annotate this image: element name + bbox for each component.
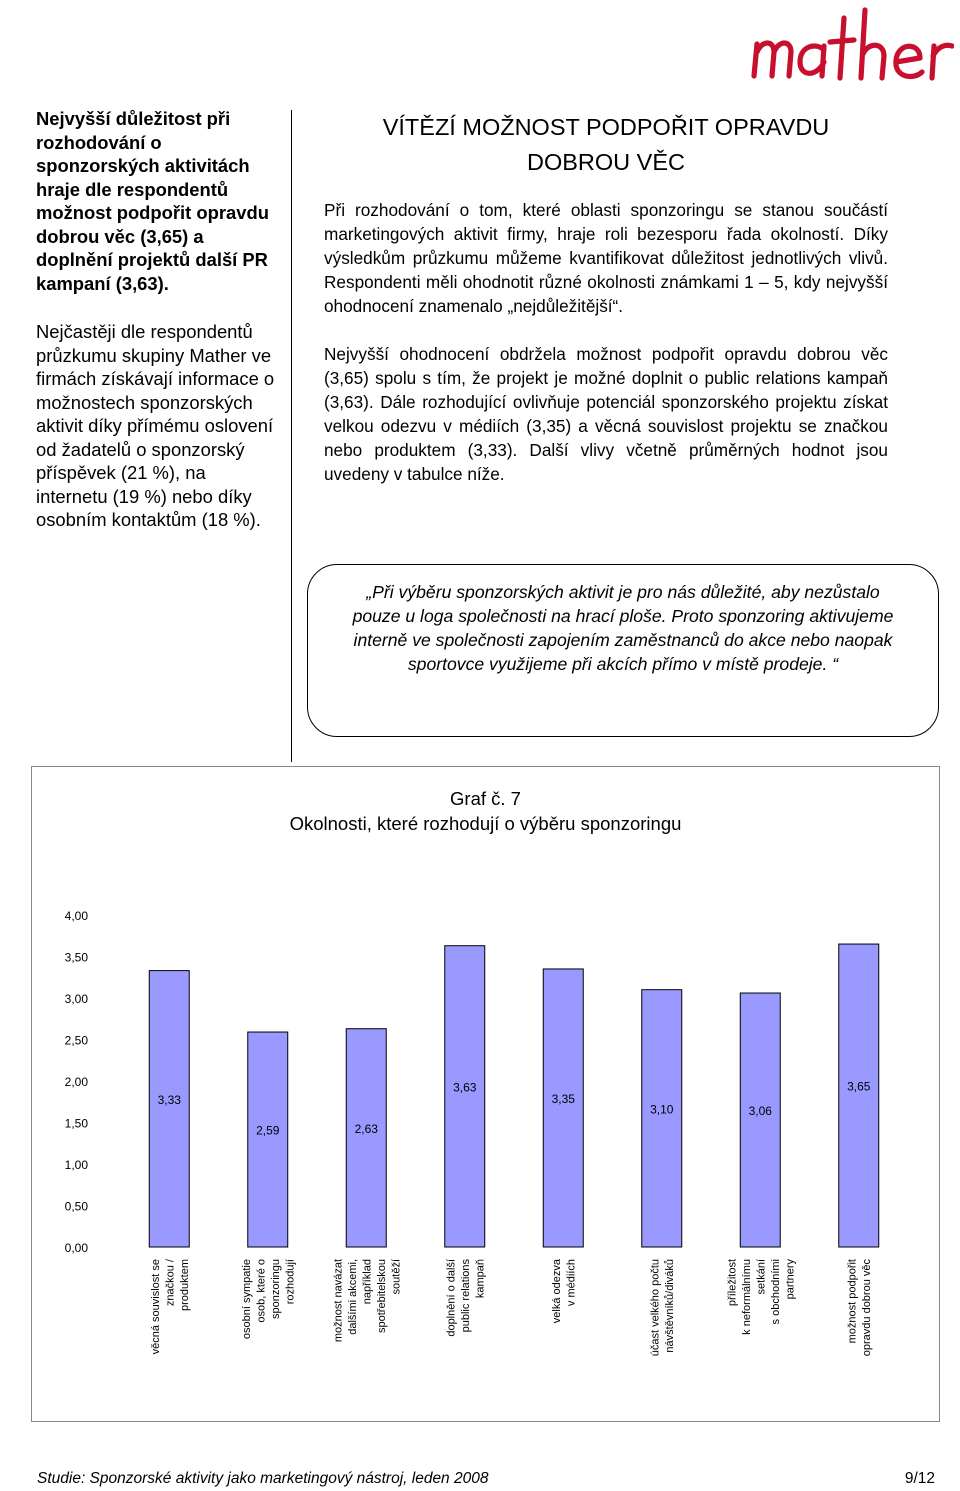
category-label-line: osobní sympatie (241, 1259, 253, 1340)
bar (149, 971, 189, 1247)
sidebar (36, 107, 276, 532)
category-label-line: v médiích (565, 1259, 578, 1307)
y-tick-label: 1,00 (64, 1158, 88, 1172)
bar (740, 993, 780, 1247)
category-label-line: návštěvníků/diváků (664, 1259, 676, 1353)
category-label-line: osob, které o (255, 1259, 268, 1323)
category-label-line: sponzoringu (270, 1259, 282, 1319)
chart-subtitle: Okolnosti, které rozhodují o výběru sponzoringu (289, 813, 682, 834)
category-label-line: partnery (784, 1259, 797, 1300)
data-label: 2,63 (354, 1121, 378, 1136)
bar (543, 969, 583, 1247)
category-label-line: s obchodními (769, 1259, 782, 1325)
y-tick-label: 3,50 (64, 950, 88, 965)
category-label-line: značkou / (164, 1259, 177, 1307)
footer-study: Studie: Sponzorské aktivity jako marketingový nástroj, leden 2008 (37, 1470, 489, 1487)
y-tick-label: 0,50 (64, 1199, 88, 1214)
category-label (726, 1259, 796, 1335)
category-label (150, 1258, 191, 1354)
category-label-line: dalšími akcemi, (346, 1259, 359, 1335)
bar (839, 944, 879, 1247)
category-label-line: setkání (755, 1259, 768, 1295)
heading-line-2: DOBROU VĚC (527, 149, 685, 175)
main-column (324, 110, 888, 486)
quote-box (307, 564, 939, 737)
section-heading (324, 110, 888, 180)
mather-logo (748, 2, 954, 94)
category-label-line: k neformálnímu (740, 1259, 753, 1335)
heading-line-1: VÍTĚZÍ MOŽNOST PODPOŘIT OPRAVDU (382, 114, 830, 140)
bar-chart (32, 767, 941, 1423)
data-label: 3,33 (157, 1092, 181, 1107)
paragraph-1: Při rozhodování o tom, které oblasti sponzoringu se stanou součástí marketingových aktivit firmy, hraje roli bezesporu řada okolností. Díky výsledkům průzkumu můžeme kvantifikovat důležitost jednotlivých vlivů. Respondenti měli ohodnotit různé okolnosti známkami 1 – 5, kdy nejvyšší ohodnocení znamenalo „nejdůležitější“. (324, 200, 888, 316)
category-label (551, 1258, 578, 1323)
category-label-line: rozhodují (284, 1259, 297, 1305)
data-label: 3,10 (650, 1102, 674, 1117)
data-label: 3,06 (748, 1104, 772, 1119)
category-label-line: public relations (459, 1259, 472, 1333)
bar (445, 946, 485, 1247)
data-label: 3,65 (847, 1079, 871, 1094)
y-tick-label: 1,50 (64, 1116, 88, 1131)
page-number: 9/12 (904, 1470, 935, 1487)
category-label (650, 1259, 677, 1356)
sidebar-summary: Nejčastěji dle respondentů průzkumu skupiny Mather ve firmách získávají informace o možnostech sponzorských aktivit díky přímému oslovení od žadatelů o sponzorský příspěvek (21 %), na internetu (19 %) nebo díky osobním kontaktům (18 %). (36, 321, 275, 530)
bar (642, 990, 682, 1247)
bar (248, 1032, 288, 1247)
category-label-line: velká odezva (551, 1259, 563, 1324)
data-label: 3,63 (453, 1080, 477, 1095)
y-tick-label: 2,00 (64, 1075, 88, 1089)
sidebar-highlight: Nejvyšší důležitost při rozhodování o sponzorských aktivitách hraje dle respondentů možnost podpořit opravdu dobrou věc (3,65) a doplnění projektů další PR kampaní (3,63). (36, 108, 269, 294)
paragraph-2: Nejvyšší ohodnocení obdržela možnost podpořit opravdu dobrou věc (3,65) spolu s tím, že projekt je možné doplnit o public relations kampaň (3,63). Dále rozhodující ovlivňuje potenciál sponzorského projektu získat velkou odezvu v médiích (3,35) a věcná souvislost projektu se značkou nebo produktem (3,33). Další vlivy včetně průměrných hodnot jsou uvedeny v tabulce níže. (324, 344, 888, 484)
category-label (847, 1259, 874, 1357)
category-label-line: kampaň (474, 1259, 487, 1299)
category-label (241, 1259, 297, 1339)
category-label-line: produktem (178, 1259, 191, 1311)
category-label-line: možnost podpořit (846, 1259, 859, 1344)
category-label-line: soutěží (390, 1259, 403, 1295)
bar (346, 1029, 386, 1247)
y-tick-label: 2,50 (64, 1033, 88, 1048)
category-label-line: opravdu dobrou věc (861, 1259, 873, 1357)
category-label-line: doplnění o další (445, 1259, 458, 1337)
column-divider (291, 110, 292, 762)
chart-frame (31, 766, 940, 1422)
category-label-line: například (361, 1259, 374, 1305)
category-label-line: příležitost (726, 1259, 739, 1307)
category-label-line: účast velkého počtu (649, 1259, 662, 1357)
data-label: 3,35 (551, 1091, 575, 1106)
chart-title: Graf č. 7 (450, 788, 521, 809)
y-tick-label: 3,00 (64, 992, 88, 1006)
y-tick-label: 0,00 (64, 1241, 88, 1255)
quote-text: „Při výběru sponzorských aktivit je pro nás důležité, aby nezůstalo pouze u loga společnosti na hrací ploše. Proto sponzoring aktivujeme interně ve společnosti zapojením zaměstnanců do akce nebo naopak sportovce využijeme při akcích přímo v místě prodeje. “ (352, 582, 894, 674)
data-label: 2,59 (256, 1123, 280, 1138)
category-label-line: věcná souvislost se (149, 1259, 162, 1355)
category-label-line: možnost navázat (332, 1259, 345, 1343)
category-label (332, 1259, 402, 1342)
footer (37, 1470, 935, 1488)
y-tick-label: 4,00 (64, 909, 88, 923)
category-label-line: spotřebitelskou (375, 1259, 388, 1333)
category-label (445, 1259, 486, 1337)
